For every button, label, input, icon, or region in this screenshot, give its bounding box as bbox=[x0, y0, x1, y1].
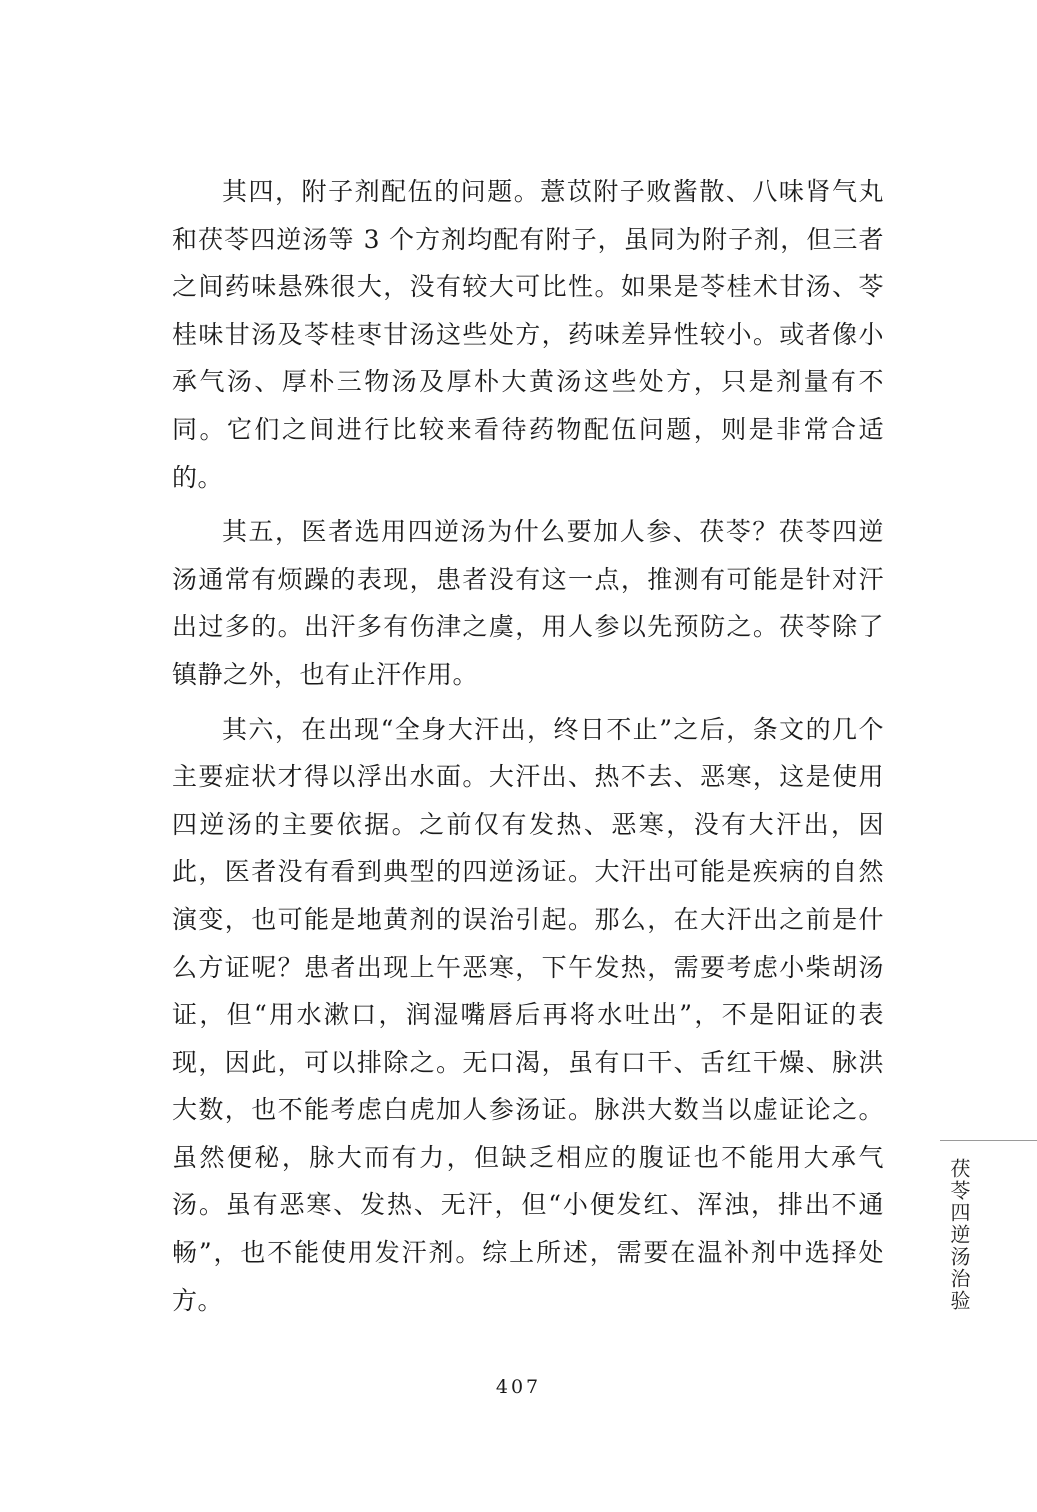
side-rule bbox=[940, 1140, 1037, 1141]
paragraph-6: 其六，在出现“全身大汗出，终日不止”之后，条文的几个主要症状才得以浮出水面。大汗出、热不去、恶寒，这是使用四逆汤的主要依据。之前仅有发热、恶寒，没有大汗出，因此，医者没有看到典型的四逆汤证。大汗出可能是疾病的自然演变，也可能是地黄剂的误治引起。那么，在大汗出之前是什么方证呢？患者出现上午恶寒，下午发热，需要考虑小柴胡汤证，但“用水漱口，润湿嘴唇后再将水吐出”，不是阳证的表现，因此，可以排除之。无口渴，虽有口干、舌红干燥、脉洪大数，也不能考虑白虎加人参汤证。脉洪大数当以虚证论之。虽然便秘，脉大而有力，但缺乏相应的腹证也不能用大承气汤。虽有恶寒、发热、无汗，但“小便发红、浑浊，排出不通畅”，也不能使用发汗剂。综上所述，需要在温补剂中选择处方。 bbox=[172, 714, 884, 1315]
paragraph-5: 其五，医者选用四逆汤为什么要加人参、茯苓？茯苓四逆汤通常有烦躁的表现，患者没有这一点，推测有可能是针对汗出过多的。出汗多有伤津之虞，用人参以先预防之。茯苓除了镇静之外，也有止汗作用。 bbox=[172, 517, 884, 689]
paragraph-4: 其四，附子剂配伍的问题。薏苡附子败酱散、八味肾气丸和茯苓四逆汤等 3 个方剂均配有附子，虽同为附子剂，但三者之间药味悬殊很大，没有较大可比性。如果是苓桂术甘汤、苓桂味甘汤及苓桂枣甘汤这些处方，药味差异性较小。或者像小承气汤、厚朴三物汤及厚朴大黄汤这些处方，只是剂量有不同。它们之间进行比较来看待药物配伍问题，则是非常合适的。 bbox=[172, 177, 884, 492]
page-body bbox=[172, 168, 884, 1331]
page-number: 407 bbox=[495, 1376, 542, 1398]
side-section-title: 茯苓四逆汤治验 bbox=[947, 1158, 971, 1312]
